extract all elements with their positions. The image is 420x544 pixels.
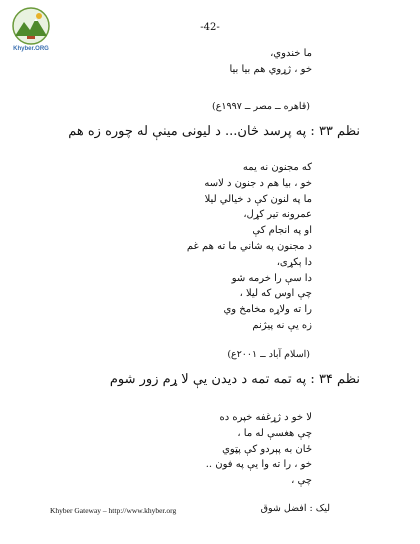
verse-line: دا سې را خرمه شو <box>231 272 312 284</box>
poem-title: نظم ۳۴ : په تمه تمه د دیدن یې لا ړم زور شوم <box>109 372 360 387</box>
verse-line: خو ، بيا هم د جنون د لاسه <box>204 177 312 189</box>
verse-line: لا خو د ژړغفه خپره ده <box>219 412 312 423</box>
verse-line: چې ، <box>291 475 312 487</box>
date-line: (اسلام آباد ــ ۲۰۰۱ع) <box>227 349 310 360</box>
verse-line: چې اوس که لیلا ، <box>239 288 312 300</box>
verse-line: که مجنون نه يمه <box>242 162 312 173</box>
verse-line: چې هغسې له ما ، <box>237 427 312 439</box>
verse-line: زه یې نه پیژنم <box>252 319 312 331</box>
poem-body <box>206 410 312 489</box>
logo-caption: Khyber.ORG <box>13 46 49 52</box>
page-number: -42- <box>200 22 220 33</box>
verse-line: ما په لنون کې د خیالي لیلا <box>204 193 312 205</box>
verse-line: او په انجام کې <box>252 225 312 237</box>
date-line: (قاهره ــ مصر ــ ۱۹۹۷ع) <box>212 101 310 112</box>
verse-line: خو ، را ته وا يې په فون .. <box>205 459 312 471</box>
verse-line: دا ېکړی، <box>276 256 312 268</box>
verse-line: ځان به پېردو کې پټوي <box>222 443 312 455</box>
verse-line: را ته ولاړه مخامخ وي <box>223 304 312 316</box>
poem-body <box>187 160 312 334</box>
verse-line: ما خندوي، <box>270 48 312 59</box>
verse-line: د مجنون په شاني ما ته هم غم <box>186 240 312 252</box>
poem-title: نظم ۳۳ : په پرسد څان... د لیونی مینې له چوره زه هم <box>68 124 360 139</box>
verse-block-1 <box>229 46 312 78</box>
footer-site-credit: Khyber Gateway – http://www.khyber.org <box>50 506 177 515</box>
verse-line: خو ، ژړوي هم بيا بيا <box>229 63 312 75</box>
verse-line: عمرونه تير کړل، <box>243 209 312 221</box>
footer-author: لیک : افضل شوق <box>260 503 330 514</box>
